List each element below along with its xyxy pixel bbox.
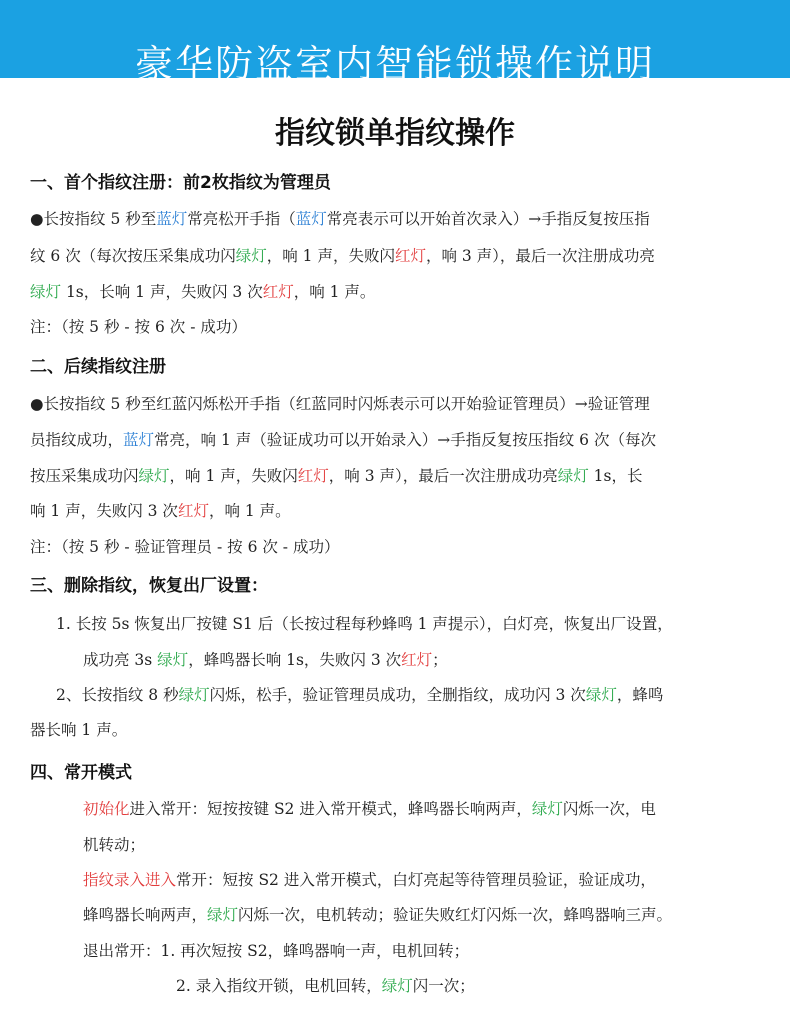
section-2-line-3: [30, 464, 643, 486]
green-light-text: 绿灯: [235, 247, 267, 265]
text-span: 1s，长响 1 声，失败闪 3 次: [61, 283, 263, 301]
section-4-exit-line-1: 退出常开：1. 再次短按 S2，蜂鸣器响一声，电机回转；: [83, 942, 470, 960]
text-span: ，蜂鸣: [616, 686, 664, 704]
text-span: 2. 录入指纹开锁，电机回转，: [176, 977, 382, 995]
red-light-text: 红灯: [401, 651, 433, 669]
red-light-text: 红灯: [394, 247, 426, 265]
text-span: 响 1 声，失败闪 3 次: [30, 502, 178, 520]
green-light-text: 绿灯: [207, 906, 239, 924]
section-3-item-2-line-1: [56, 683, 663, 705]
text-span: ●长按指纹 5 秒至: [30, 210, 157, 228]
red-light-text: 红灯: [297, 467, 329, 485]
green-light-text: 绿灯: [138, 467, 170, 485]
banner-title: 豪华防盗室内智能锁操作说明: [134, 42, 655, 87]
section-4-p2-line-2: [83, 903, 672, 925]
text-span: ，响 3 声），最后一次注册成功亮: [328, 467, 558, 485]
section-1-note: 注：（按 5 秒 - 按 6 次 - 成功）: [30, 318, 247, 336]
text-span: 闪烁，松手，验证管理员成功，全删指纹，成功闪 3 次: [209, 686, 586, 704]
green-light-text: 绿灯: [531, 800, 563, 818]
section-3-item-1-line-2: [83, 648, 448, 670]
text-span: ；: [432, 651, 448, 669]
text-span: ，蜂鸣器长响 1s，失败闪 3 次: [188, 651, 402, 669]
text-span: 闪烁一次，电: [562, 800, 656, 818]
text-span: 闪一次；: [412, 977, 475, 995]
section-1-line-1: [30, 207, 650, 229]
text-span: 常亮松开手指（: [187, 210, 296, 228]
text-span: 常开：短按 S2 进入常开模式，白灯亮起等待管理员验证，验证成功，: [176, 871, 656, 889]
section-4-p2-line-1: [83, 868, 656, 890]
section-2-note: 注：（按 5 秒 - 验证管理员 - 按 6 次 - 成功）: [30, 538, 340, 556]
section-2-line-1: ●长按指纹 5 秒至红蓝闪烁松开手指（红蓝同时闪烁表示可以开始验证管理员）→验证管理: [30, 395, 650, 413]
green-light-text: 绿灯: [30, 283, 62, 301]
section-1-heading: 一、首个指纹注册：前2枚指纹为管理员: [30, 173, 331, 193]
text-span: 蜂鸣器长响两声，: [83, 906, 208, 924]
green-light-text: 绿灯: [157, 651, 189, 669]
text-span: 常亮表示可以开始首次录入）→手指反复按压指: [326, 210, 650, 228]
text-span: 员指纹成功，: [30, 431, 124, 449]
section-1-line-2: [30, 244, 655, 266]
section-4-p1-line-2: 机转动；: [83, 836, 146, 854]
text-span: 成功亮 3s: [83, 651, 158, 669]
document-title: 指纹锁单指纹操作: [275, 116, 515, 151]
text-span: ，响 1 声。: [208, 502, 291, 520]
text-span: 进入常开：短按按键 S2 进入常开模式，蜂鸣器长响两声，: [129, 800, 532, 818]
section-4-exit-line-2: [176, 974, 475, 996]
text-span: 闪烁一次，电机转动；验证失败红灯闪烁一次，蜂鸣器响三声。: [238, 906, 673, 924]
text-span: 常亮，响 1 声（验证成功可以开始录入）→手指反复按压指纹 6 次（每次: [154, 431, 656, 449]
section-4-p1-line-1: [83, 797, 656, 819]
text-span: 纹 6 次（每次按压采集成功闪: [30, 247, 236, 265]
text-span: 2、长按指纹 8 秒: [56, 686, 179, 704]
text-span: ，响 3 声），最后一次注册成功亮: [425, 247, 655, 265]
red-label-text: 指纹录入进入: [83, 871, 177, 889]
section-2-heading: 二、后续指纹注册: [30, 357, 166, 377]
text-span: ，响 1 声。: [293, 283, 376, 301]
section-2-line-4: [30, 499, 291, 521]
green-light-text: 绿灯: [557, 467, 589, 485]
section-4-heading: 四、常开模式: [30, 763, 132, 783]
red-light-text: 红灯: [262, 283, 294, 301]
text-span: 按压采集成功闪: [30, 467, 139, 485]
blue-light-text: 蓝灯: [156, 210, 188, 228]
section-2-line-2: [30, 428, 656, 450]
text-span: ，响 1 声，失败闪: [169, 467, 298, 485]
blue-light-text: 蓝灯: [295, 210, 327, 228]
green-light-text: 绿灯: [381, 977, 413, 995]
red-light-text: 红灯: [177, 502, 209, 520]
blue-light-text: 蓝灯: [123, 431, 155, 449]
green-light-text: 绿灯: [178, 686, 210, 704]
red-label-text: 初始化: [83, 800, 130, 818]
section-3-item-1-line-1: 1. 长按 5s 恢复出厂按键 S1 后（长按过程每秒蜂鸣 1 声提示），白灯亮，恢复出厂设置，: [56, 615, 673, 633]
section-1-line-3: [30, 280, 375, 302]
section-3-heading: 三、删除指纹，恢复出厂设置：: [30, 576, 268, 596]
green-light-text: 绿灯: [585, 686, 617, 704]
text-span: 1s，长: [588, 467, 643, 485]
section-3-item-2-line-2: 器长响 1 声。: [30, 721, 128, 739]
text-span: ，响 1 声，失败闪: [266, 247, 395, 265]
